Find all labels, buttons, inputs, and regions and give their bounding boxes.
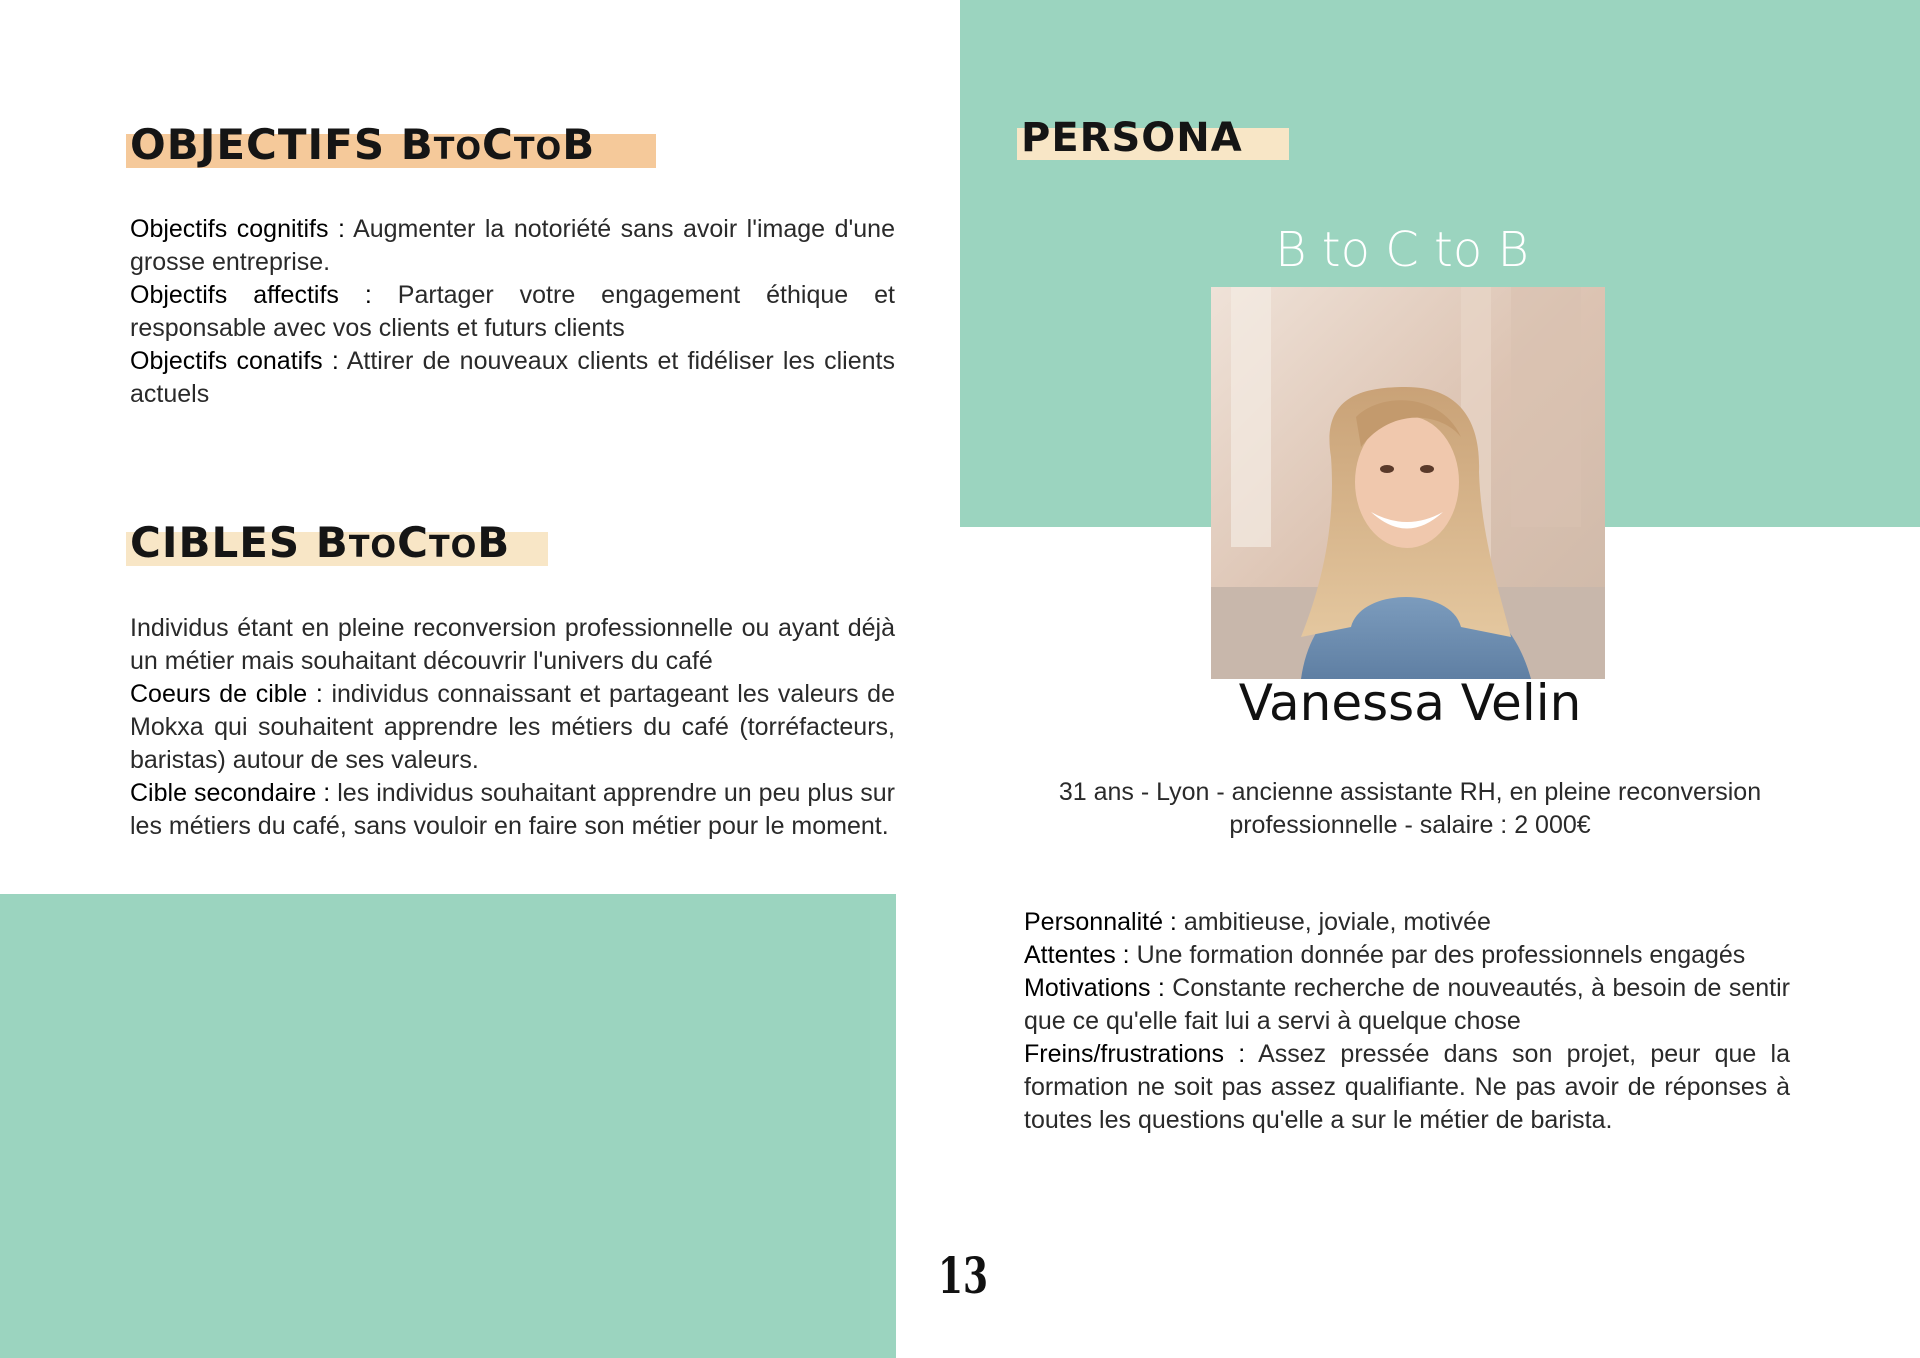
- cibles-heading: CIBLES BTOCTOB: [130, 522, 510, 564]
- cible-item: Cible secondaire : les individus souhaitant apprendre un peu plus sur les métiers du café, sans vouloir en faire son métier pour le moment.: [130, 779, 895, 840]
- page-number: 13: [938, 1246, 989, 1305]
- cibles-text: [130, 612, 895, 843]
- persona-photo: [1211, 287, 1605, 679]
- persona-info: 31 ans - Lyon - ancienne assistante RH, en pleine reconversion professionnelle - salaire : 2 000€: [1058, 778, 1762, 839]
- persona-detail-item: Motivations : Constante recherche de nouveautés, à besoin de sentir que ce qu'elle fait lui a servi à quelque chose: [1024, 974, 1790, 1035]
- mint-background-bottom: [0, 894, 896, 1358]
- cible-item: Coeurs de cible : individus connaissant et partageant les valeurs de Mokxa qui souhaitent apprendre les métiers du café (torréfacteurs, baristas) autour de ses valeurs.: [130, 680, 895, 774]
- persona-segment-label: B to C to B: [1275, 222, 1529, 278]
- cibles-intro: Individus étant en pleine reconversion professionnelle ou ayant déjà un métier mais souhaitant découvrir l'univers du café: [130, 614, 895, 675]
- persona-name: Vanessa Velin: [1238, 674, 1582, 732]
- objectifs-heading: OBJECTIFS BTOCTOB: [130, 124, 595, 166]
- persona-detail-item: Freins/frustrations : Assez pressée dans son projet, peur que la formation ne soit pas assez qualifiante. Ne pas avoir de réponses à toutes les questions qu'elle a sur le métier de barista.: [1024, 1040, 1790, 1134]
- objectif-item: Objectifs cognitifs : Augmenter la notoriété sans avoir l'image d'une grosse entreprise.: [130, 215, 895, 276]
- persona-heading: PERSONA: [1021, 118, 1243, 158]
- objectif-item: Objectifs affectifs : Partager votre engagement éthique et responsable avec vos clients et futurs clients: [130, 281, 895, 342]
- objectifs-text: [130, 213, 895, 411]
- persona-detail-item: Attentes : Une formation donnée par des professionnels engagés: [1024, 941, 1746, 969]
- persona-details: [1024, 906, 1790, 1137]
- objectif-item: Objectifs conatifs : Attirer de nouveaux clients et fidéliser les clients actuels: [130, 347, 895, 408]
- persona-detail-item: Personnalité : ambitieuse, joviale, motivée: [1024, 908, 1491, 936]
